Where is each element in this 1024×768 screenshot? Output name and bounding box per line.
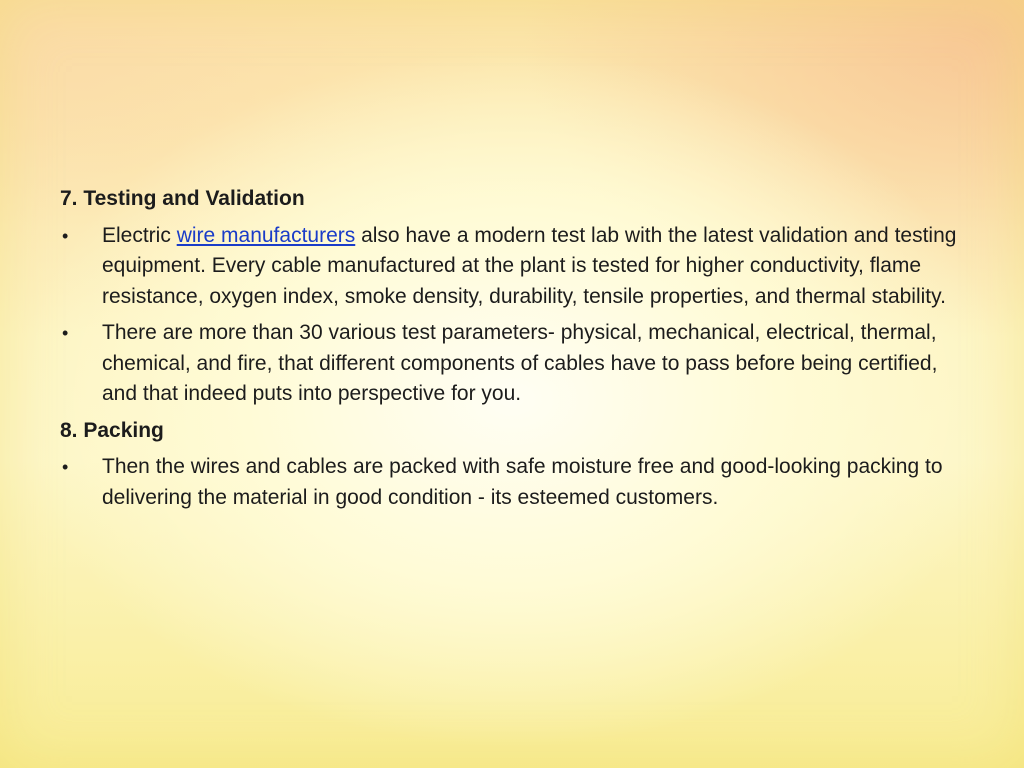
bullet-icon: • <box>62 225 69 246</box>
bullet-text: Then the wires and cables are packed with safe moisture free and good-looking packing to delivering the material in good condition - its esteemed customers. <box>102 455 943 509</box>
bullet-item-test-parameters <box>60 318 960 410</box>
bullet-icon: • <box>62 323 69 343</box>
slide-content <box>60 184 960 519</box>
wire-manufacturers-link[interactable]: wire manufacturers <box>176 223 356 247</box>
bullet-text <box>102 221 960 313</box>
bullet-icon: • <box>62 457 69 477</box>
bullet-text-prefix: Electric <box>102 223 177 247</box>
bullet-text-suffix: also have a modern test lab with the latest validation and testing equipment. Every cable manufactured at the plant is tested for higher conductivity, flame resistance, oxygen index, smoke density, durability, tensile properties, and thermal stability. <box>102 223 957 308</box>
bullet-text: There are more than 30 various test parameters- physical, mechanical, electrical, thermal, chemical, and fire, that different components of cables have to pass before being certified, and that indeed puts into perspective for you. <box>102 321 938 405</box>
section-heading-packing: 8. Packing <box>60 418 164 442</box>
section-heading-testing: 7. Testing and Validation <box>60 187 305 210</box>
bullet-item-test-lab <box>60 221 960 313</box>
bullet-item-packing <box>60 452 960 513</box>
